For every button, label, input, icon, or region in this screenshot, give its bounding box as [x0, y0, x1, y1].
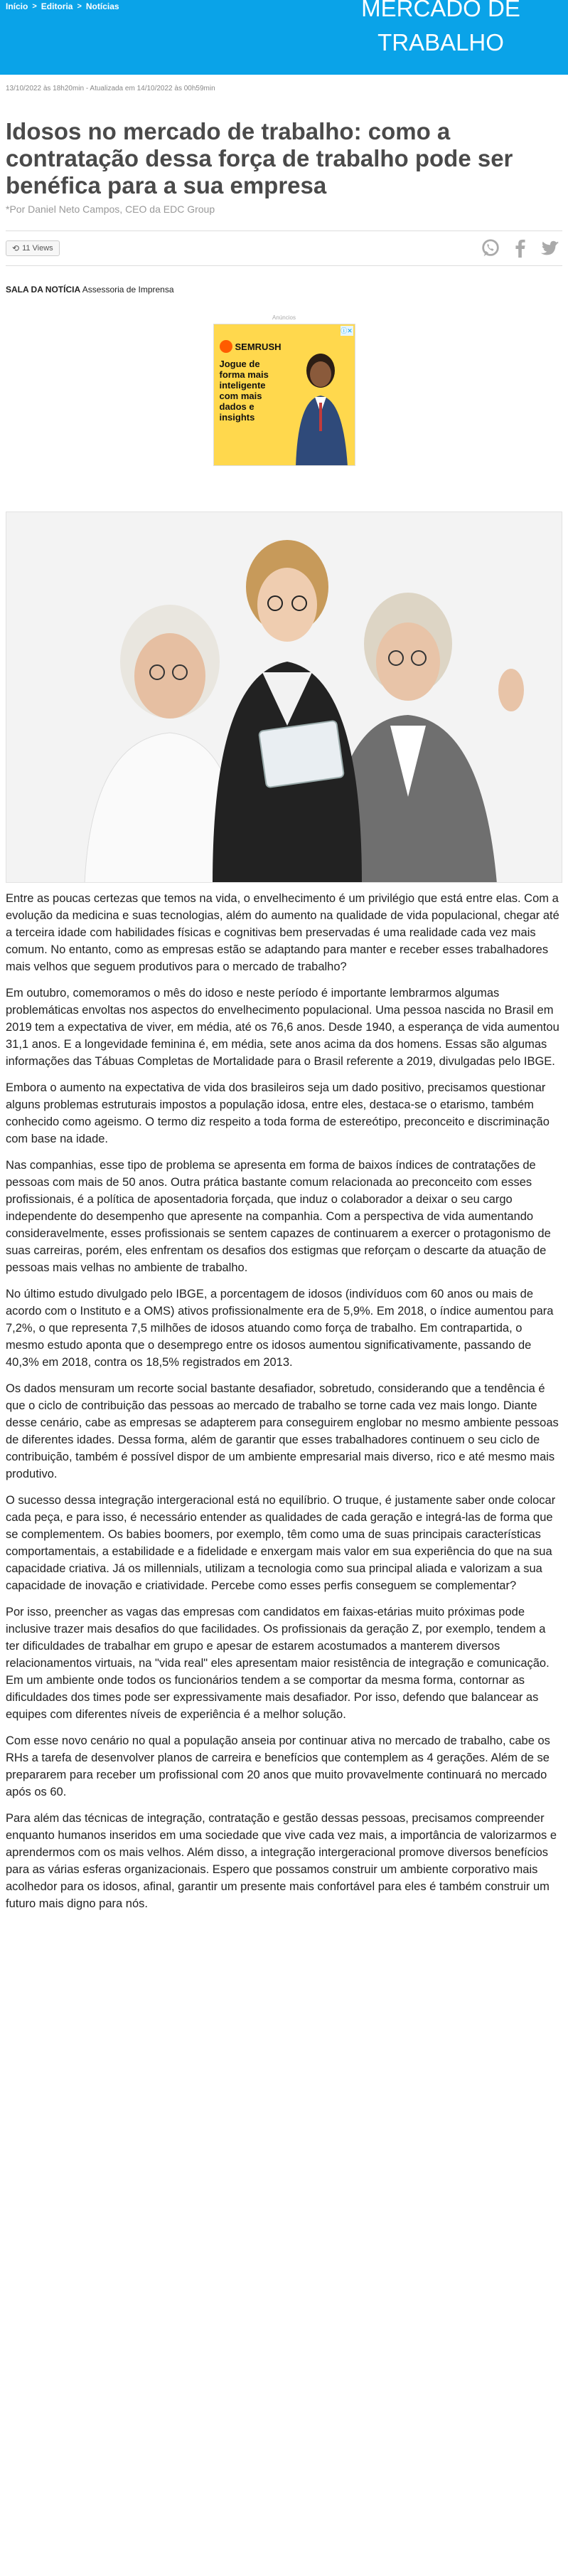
article-paragraph: Embora o aumento na expectativa de vida dos brasileiros seja um dado positivo, precisamos questionar alguns problemas estruturais impostos a população idosa, entre eles, destaca-se o etarismo, também conhecido como ageismo. O termo diz respeito a toda forma de estereótipo, preconceito e discriminação com base na idade. [6, 1081, 550, 1145]
share-row [6, 230, 562, 266]
chevron-right-icon: > [77, 2, 82, 11]
twitter-icon[interactable] [538, 236, 562, 260]
views-icon: ⟲ [12, 243, 20, 253]
article-paragraph: No último estudo divulgado pelo IBGE, a porcentagem de idosos (indivíduos com 60 anos ou mais de acordo com o Instituto e a OMS) ativos profissionalmente era de 5,9%. Em 2018, o índice aumentou para 7,2%, o que representa 7,5 milhões de idosos atuando como força de trabalho. Em contrapartida, o mesmo estudo aponta que o desemprego entre os idosos aumentou significativamente, passando de 40,3% em 2018, contra os 18,5% registrados em 2013. [6, 1288, 554, 1369]
chevron-right-icon: > [32, 2, 37, 11]
ad-info-icon[interactable]: ⓘ✕ [341, 327, 353, 334]
breadcrumb [6, 1, 119, 11]
section-label [334, 0, 547, 60]
article-photo [6, 512, 562, 883]
breadcrumb-home-link[interactable]: Início [6, 1, 28, 11]
source-name: Assessoria de Imprensa [82, 285, 174, 295]
article-paragraph: O sucesso dessa integração intergeracional está no equilíbrio. O truque, é justamente saber onde colocar cada peça, e para isso, é necessário entender as qualidades de cada geração e integrá-las de forma que se complementem. Os babies boomers, por exemplo, têm como uma de suas principais características comportamentais, a estabilidade e a fidelidade e enxergam mais valor em sua experiência do que na sua capacidade criativa. Já os millennials, utilizam a tecnologia como sua principal aliada e valorizam a sua capacidade de inovação e criatividade. Percebe como esses perfis conseguem se complementar? [6, 1494, 556, 1592]
section-label-line-2: TRABALHO [377, 29, 504, 55]
article-paragraph: Por isso, preencher as vagas das empresas com candidatos em faixas-etárias muito próximas pode inclusive trazer mais desafios do que facilidades. Os profissionais da geração Z, por exemplo, tendem a ter dificuldades de trabalhar em grupo e apesar de estarem acostumados a manterem diversos relacionamentos virtuais, na "vida real" eles apresentam maior resistência de integração e comunicação. Em um ambiente onde todos os funcionários tendem a se comportar da mesma forma, contornar as dificuldades dos times pode ser expressivamente mais desafiador. Por isso, defendo que balancear as equipes com diferentes níveis de experiência é a melhor solução. [6, 1606, 550, 1721]
article-paragraph: Os dados mensuram um recorte social bastante desafiador, sobretudo, considerando que a tendência é que o ciclo de contribuição das pessoas ao mercado de trabalho se torne cada vez mais longo. Diante desse cenário, cabe as empresas se adapterem para conseguirem englobar no mesmo ambiente pessoas de diferentes idades. Dessa forma, além de garantir que esses trabalhadores continuem o seu ciclo de contribuição, também é possível dispor de um ambiente empresarial mais diverso, rico e até mesmo mais produtivo. [6, 1382, 559, 1480]
source-label: SALA DA NOTÍCIA [6, 285, 81, 295]
facebook-icon[interactable] [508, 236, 532, 260]
article-byline: *Por Daniel Neto Campos, CEO da EDC Group [6, 203, 215, 215]
article-paragraph: Com esse novo cenário no qual a população anseia por continuar ativa no mercado de trabalho, cabe os RHs a tarefa de desenvolver planos de carreira e benefícios que contemplem as 4 gerações. Além de se prepararem para receber um profissional com 20 anos que muito provavelmente continuará no mercado após os 60. [6, 1734, 550, 1798]
whatsapp-icon[interactable] [478, 236, 503, 260]
ad-brand: SEMRUSH [220, 340, 282, 353]
views-counter [6, 240, 60, 256]
top-bar [0, 0, 568, 75]
article-paragraph: Para além das técnicas de integração, contratação e gestão dessas pessoas, precisamos compreender enquanto humanos inseridos em uma sociedade que vive cada vez mais, a importância de valorizarmos e aprendermos com os mais velhos. Além disso, a integração intergeracional promove diversos benefícios para as várias esferas organizacionais. Espero que possamos construir um ambiente corporativo mais acolhedor para os idosos, afinal, garantir um presente mais confortável para eles é também construir um futuro mais digno para nós. [6, 1812, 557, 1910]
semrush-logo-icon [220, 340, 232, 353]
views-count: 11 Views [22, 244, 53, 253]
share-icons [478, 236, 562, 260]
breadcrumb-editoria-link[interactable]: Editoria [41, 1, 73, 11]
ad-copy: Jogue de forma mais inteligente com mais dados e insights [219, 359, 269, 423]
article-paragraph: Em outubro, comemoramos o mês do idoso e neste período é importante lembrarmos algumas problemáticas envoltas nos aspectos do envelhecimento populacional. Uma pessoa nascida no Brasil em 2019 tem a expectativa de viver, em média, até os 76,6 anos. Desde 1940, a esperança de vida aumentou 31,1 anos. E a longevidade feminina é, em média, sete anos acima da dos homens. Essas são algumas informações das Tábuas Completas de Mortalidade para o Brasil referente a 2019, divulgadas pelo IBGE. [6, 987, 559, 1068]
article-paragraph: Entre as poucas certezas que temos na vida, o envelhecimento é um privilégio que está entre elas. Com a evolução da medicina e suas tecnologias, além do aumento na qualidade de vida populacional, chegar até a terceira idade com habilidades físicas e cognitivas bem preservadas é uma realidade cada vez mais comum. No entanto, como as empresas estão se adaptando para manter e receber esses trabalhadores mais velhos que seguem produtivos para o mercado de trabalho? [6, 892, 559, 973]
article-title: Idosos no mercado de trabalho: como a contratação dessa força de trabalho pode ser benéfica para a sua empresa [6, 118, 513, 198]
publish-meta: 13/10/2022 às 18h20min - Atualizada em 14/10/2022 às 00h59min [6, 85, 215, 92]
section-label-line-1: MERCADO DE [361, 0, 520, 21]
three-women-tablet-illustration [6, 512, 562, 883]
article-body [6, 890, 562, 1912]
article-paragraph: Nas companhias, esse tipo de problema se apresenta em forma de baixos índices de contratações de pessoas com mais de 50 anos. Outra prática bastante comum relacionada ao preconceito com esses profissionais, é a política de aposentadoria forçada, que induz o colaborador a deixar o seu cargo independente do desempenho que apresente na companhia. Com a perspectiva de vida aumentando consideravelmente, esses profissionais se sentem capazes de continuarem a exercer o protagonismo de suas carreiras, porém, eles enfrentam os desafios dos estigmas que reforçam o descarte da atuação de pessoas mais velhas no ambiente de trabalho. [6, 1159, 551, 1274]
ad-person-illustration [285, 346, 353, 466]
ad-label: Anúncios [272, 314, 296, 321]
breadcrumb-noticias-link[interactable]: Notícias [85, 1, 119, 11]
advertisement[interactable] [213, 324, 355, 466]
news-source [6, 285, 562, 295]
